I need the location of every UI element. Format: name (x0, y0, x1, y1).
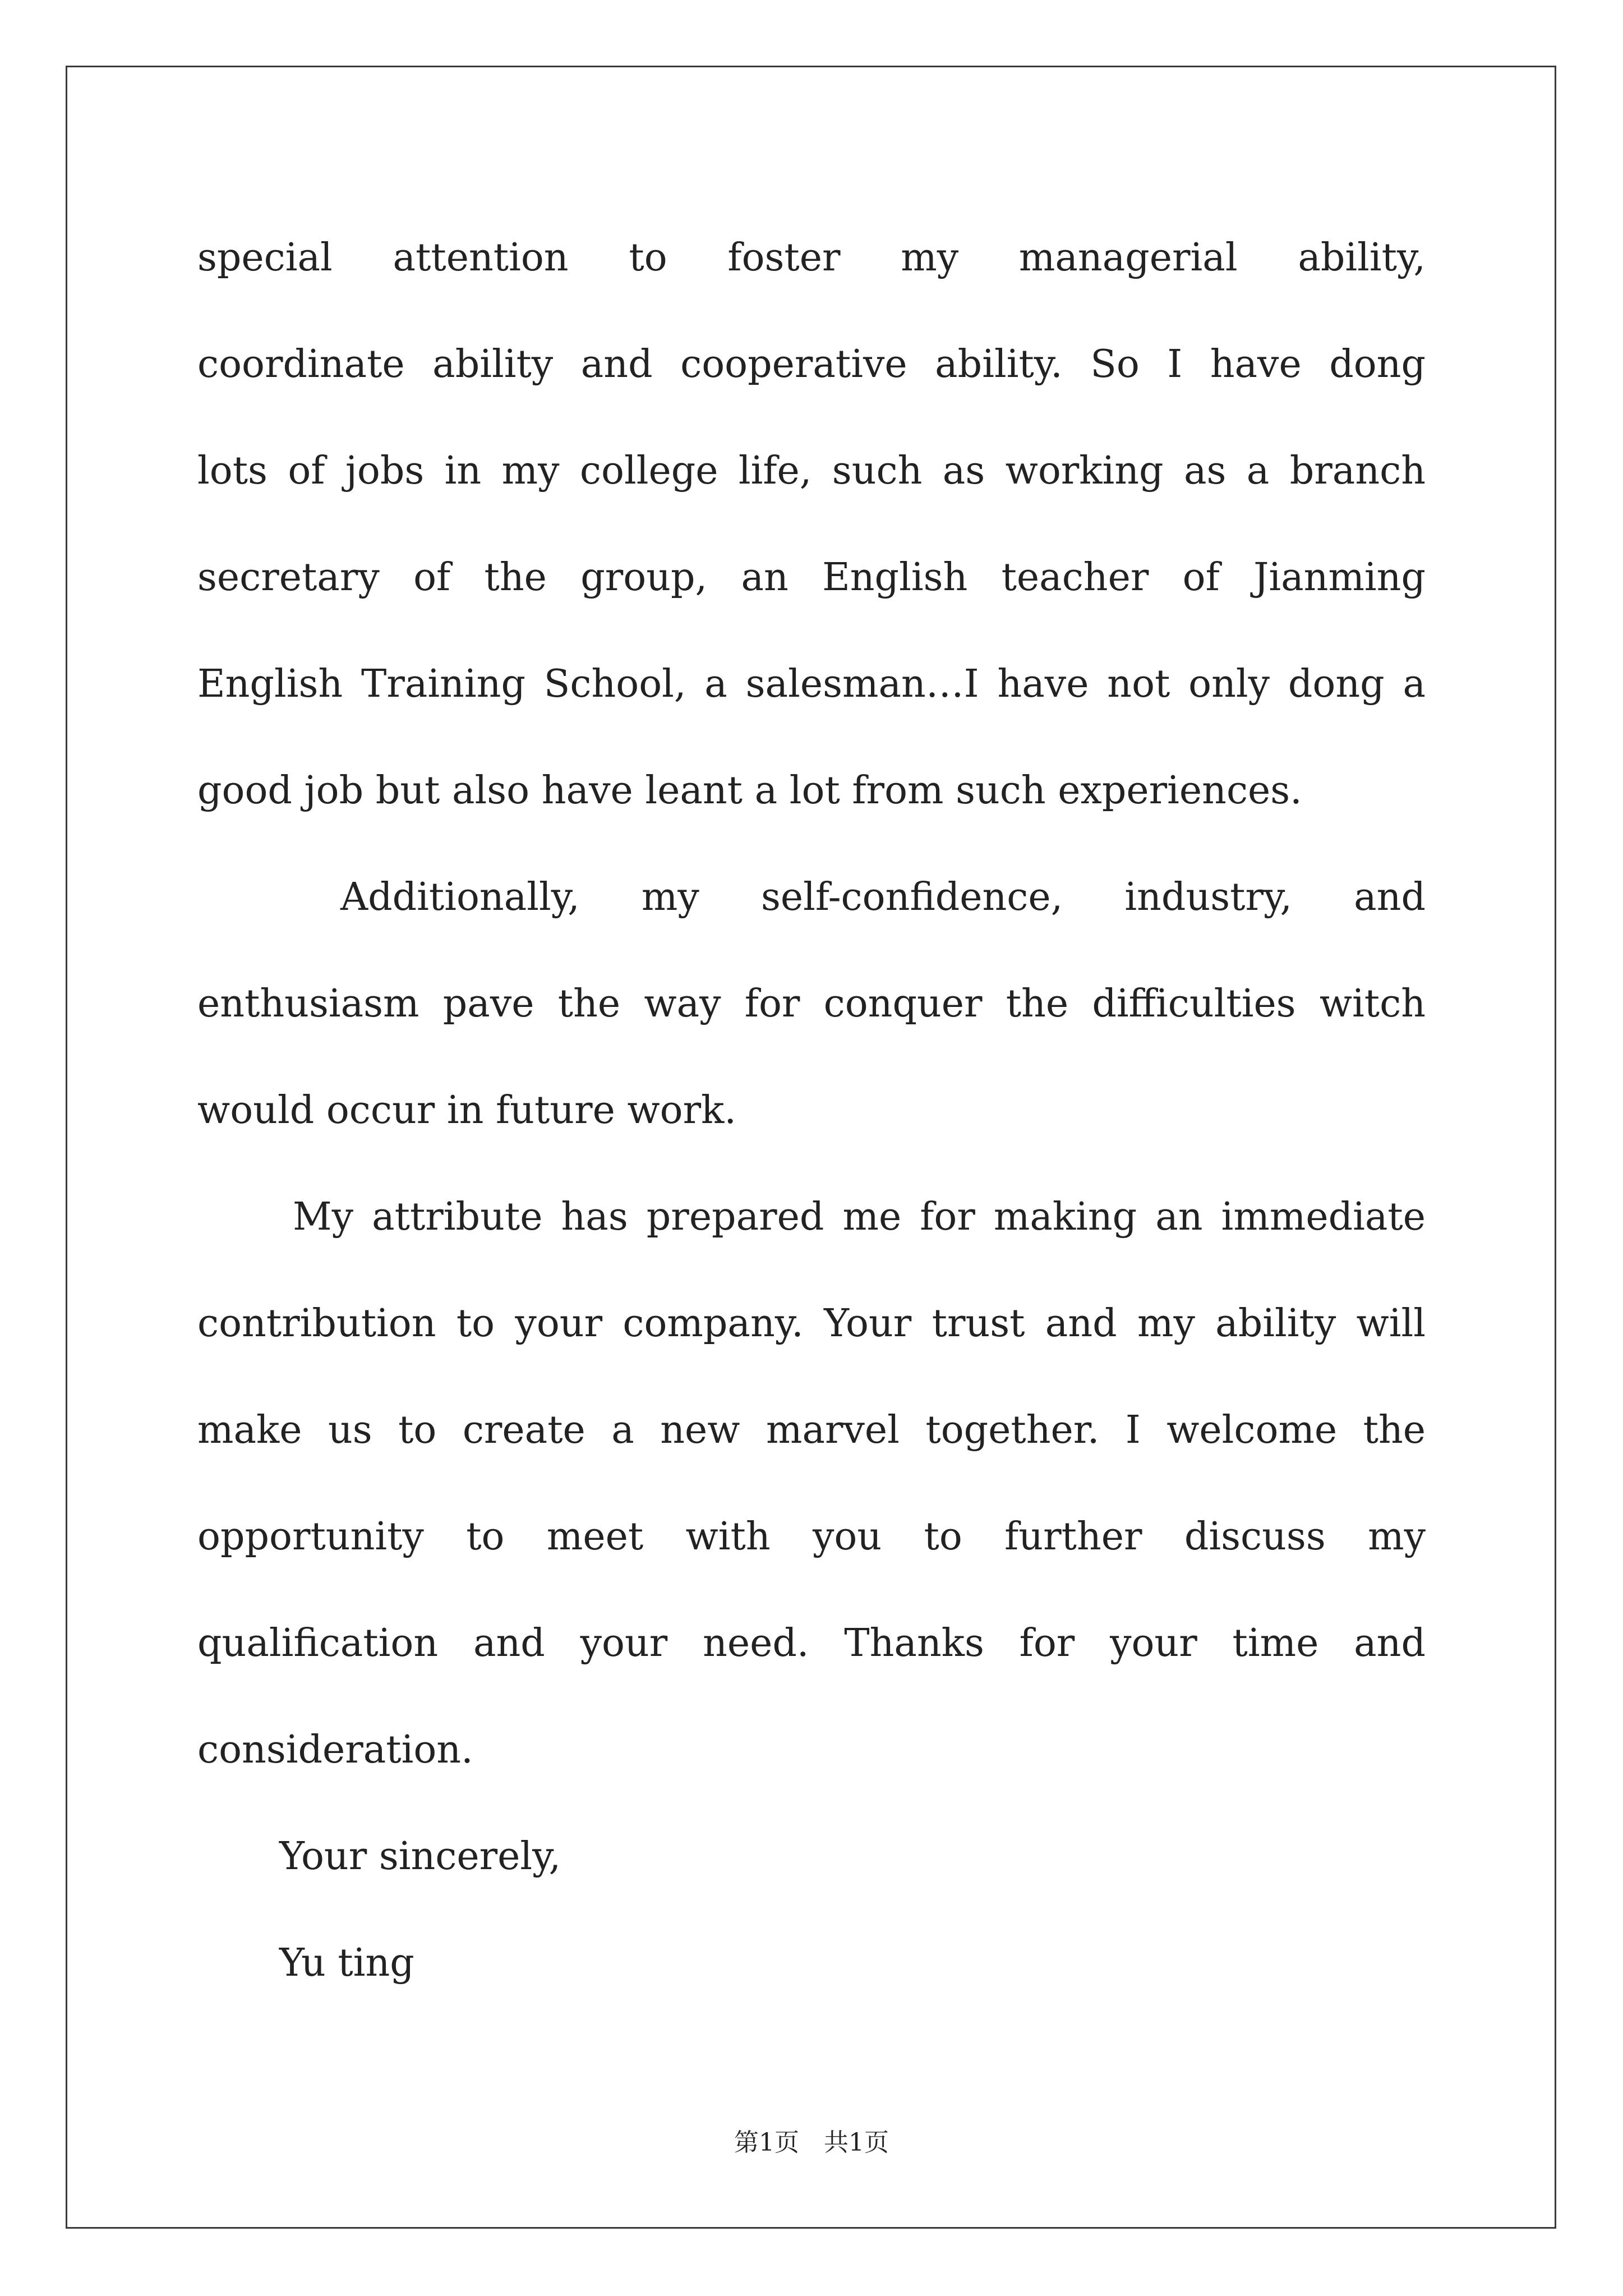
page-number-footer: 第1页 共1页 (734, 2128, 889, 2157)
text-line: coordinate ability and cooperative ability. So I have dong (197, 342, 1426, 386)
text-line: enthusiasm pave the way for conquer the difficulties witch (197, 982, 1426, 1026)
text-line: secretary of the group, an English teacher of Jianming (197, 555, 1426, 600)
text-line: qualification and your need. Thanks for your time and (197, 1621, 1426, 1665)
text-line: consideration. (197, 1728, 473, 1772)
text-line: English Training School, a salesman…I have not only dong a (197, 662, 1426, 706)
text-line: contribution to your company. Your trust and my ability will (197, 1301, 1426, 1346)
text-line: lots of jobs in my college life, such as working as a branch (197, 449, 1426, 493)
text-line: special attention to foster my managerial ability, (197, 236, 1426, 280)
text-line: would occur in future work. (197, 1088, 736, 1133)
closing-salutation: Your sincerely, (279, 1834, 561, 1879)
text-line: make us to create a new marvel together. I welcome the (197, 1408, 1426, 1452)
text-line: good job but also have leant a lot from such experiences. (197, 769, 1302, 813)
text-line: opportunity to meet with you to further discuss my (197, 1515, 1426, 1559)
paragraph-start-line: My attribute has prepared me for making an immediate (293, 1195, 1426, 1239)
signature-name: Yu ting (279, 1941, 414, 1985)
paragraph-start-line: Additionally, my self-confidence, industry, and (340, 875, 1426, 919)
